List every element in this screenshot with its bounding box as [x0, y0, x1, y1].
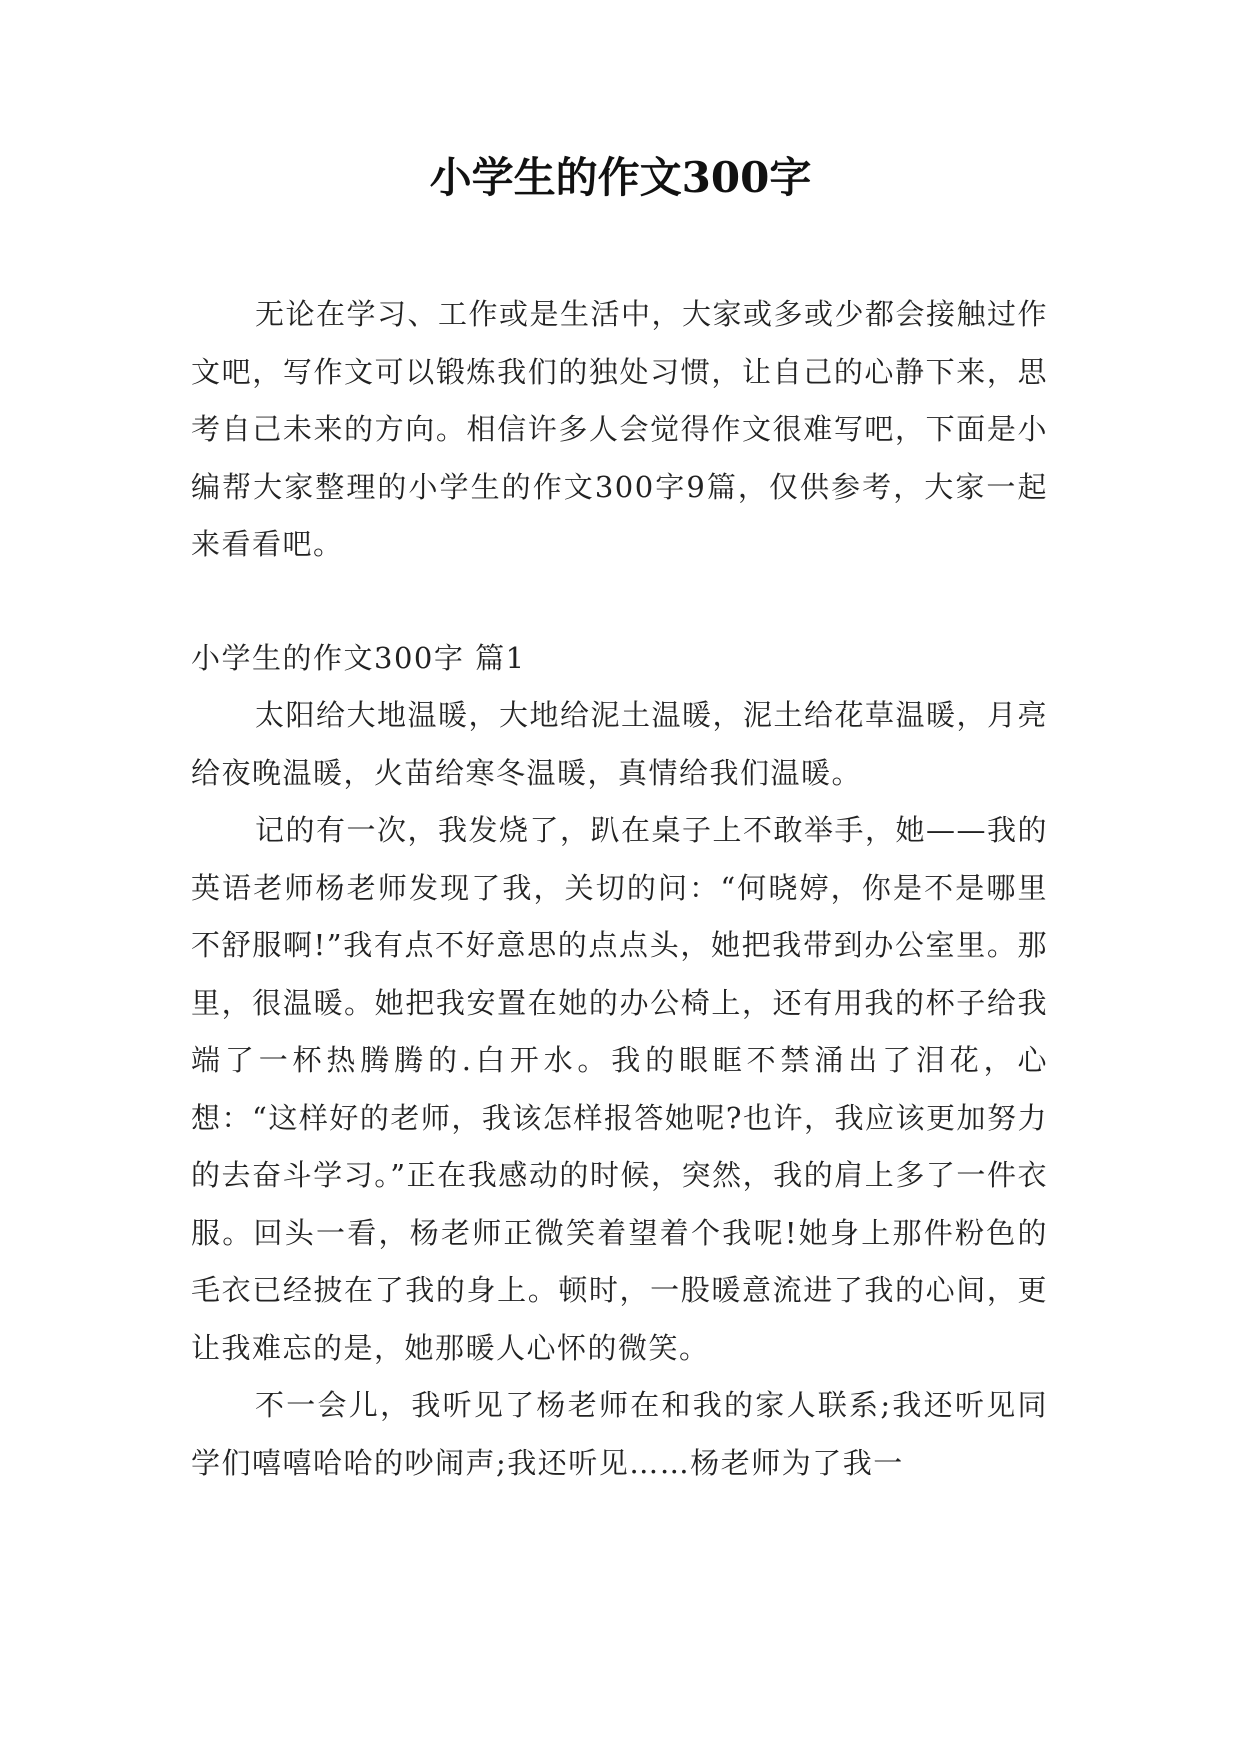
- intro-paragraph: 无论在学习、工作或是生活中，大家或多或少都会接触过作文吧，写作文可以锻炼我们的独处习惯，让自己的心静下来，思考自己未来的方向。相信许多人会觉得作文很难写吧，下面是小编帮大家整理的小学生的作文300字9篇，仅供参考，大家一起来看看吧。: [191, 297, 1049, 561]
- body-paragraph: 太阳给大地温暖，大地给泥土温暖，泥土给花草温暖，月亮给夜晚温暖，火苗给寒冬温暖，真情给我们温暖。: [191, 698, 1049, 790]
- section-heading: 小学生的作文300字 篇1: [191, 640, 526, 675]
- document-body: [191, 286, 1048, 1492]
- body-paragraph: 记的有一次，我发烧了，趴在桌子上不敢举手，她——我的英语老师杨老师发现了我，关切的问：“何晓婷，你是不是哪里不舒服啊!”我有点不好意思的点点头，她把我带到办公室里。那里，很温暖。她把我安置在她的办公椅上，还有用我的杯子给我端了一杯热腾腾的.白开水。我的眼眶不禁涌出了泪花，心想：“这样好的老师，我该怎样报答她呢?也许，我应该更加努力的去奋斗学习。”正在我感动的时候，突然，我的肩上多了一件衣服。回头一看，杨老师正微笑着望着个我呢!她身上那件粉色的毛衣已经披在了我的身上。顿时，一股暖意流进了我的心间，更让我难忘的是，她那暖人心怀的微笑。: [191, 813, 1049, 1365]
- body-paragraph: 不一会儿，我听见了杨老师在和我的家人联系;我还听见同学们嘻嘻哈哈的吵闹声;我还听见……杨老师为了我一: [191, 1388, 1048, 1480]
- document-title: 小学生的作文300字: [429, 153, 812, 202]
